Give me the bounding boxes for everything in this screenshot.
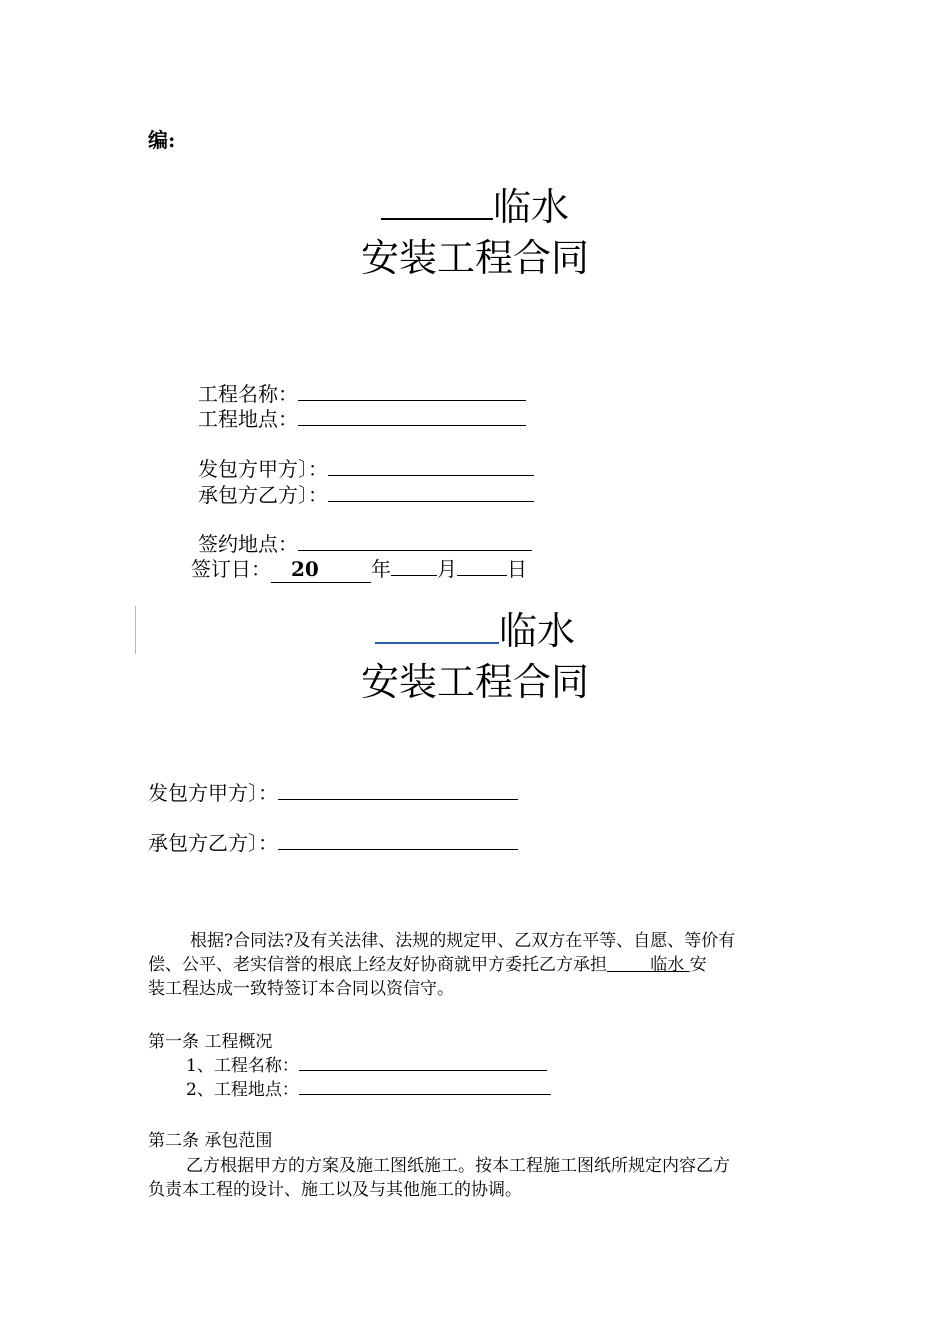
cover-project-site-row bbox=[198, 406, 526, 432]
article-1-heading: 第一条 工程概况 bbox=[148, 1032, 273, 1052]
contract-party-b-label: 承包方乙方〕： bbox=[148, 831, 278, 855]
cover-project-name-label: 工程名称： bbox=[198, 382, 298, 406]
cover-project-name-blank[interactable] bbox=[298, 382, 526, 401]
contract-party-b-row bbox=[148, 830, 518, 856]
article-1-item-2-label: 2、工程地点： bbox=[186, 1080, 299, 1100]
cover-title-line1 bbox=[0, 182, 950, 231]
intro-line-2 bbox=[148, 953, 707, 977]
cover-day-blank[interactable] bbox=[457, 557, 507, 576]
contract-party-a-label: 发包方甲方〕： bbox=[148, 781, 278, 805]
contract-title-suffix: 临水 bbox=[498, 609, 575, 654]
cover-party-b-blank[interactable] bbox=[328, 483, 534, 502]
article-1-item-2 bbox=[186, 1078, 551, 1102]
cover-project-site-blank[interactable] bbox=[298, 407, 526, 426]
intro-project-underlined[interactable]: 临水 bbox=[607, 955, 690, 975]
cover-month-blank[interactable] bbox=[391, 557, 437, 576]
cover-party-a-row bbox=[198, 456, 534, 482]
article-1-item-2-blank[interactable] bbox=[299, 1079, 551, 1095]
contract-title-line1 bbox=[0, 606, 950, 655]
cover-party-b-label: 承包方乙方〕： bbox=[198, 483, 328, 507]
article-1-item-1-blank[interactable] bbox=[299, 1055, 547, 1071]
cover-sign-place-label: 签约地点： bbox=[198, 532, 298, 556]
contract-party-a-blank[interactable] bbox=[278, 781, 518, 800]
cover-sign-place-blank[interactable] bbox=[298, 532, 532, 551]
intro-line-1: 根据?合同法?及有关法律、法规的规定甲、乙双方在平等、自愿、等价有 bbox=[190, 931, 736, 951]
intro-line-2-tail: 安 bbox=[689, 955, 707, 975]
article-1-item-1 bbox=[186, 1054, 547, 1078]
cover-year-field[interactable] bbox=[271, 556, 371, 583]
cover-year-prefix: 20 bbox=[291, 557, 319, 581]
cover-month-label: 月 bbox=[437, 557, 457, 581]
cover-sign-date-label: 签订日： bbox=[191, 557, 271, 581]
contract-title-blank[interactable] bbox=[375, 606, 499, 644]
cover-title-suffix: 临水 bbox=[492, 185, 569, 230]
cover-title-line2: 安装工程合同 bbox=[360, 236, 589, 280]
cover-party-a-label: 发包方甲方〕： bbox=[198, 457, 328, 481]
contract-party-b-blank[interactable] bbox=[278, 831, 518, 850]
intro-line-2-text: 偿、公平、老实信誉的根底上经友好协商就甲方委托乙方承担 bbox=[148, 955, 607, 975]
article-1-item-1-label: 1、工程名称： bbox=[186, 1056, 299, 1076]
contract-title-line2: 安装工程合同 bbox=[360, 660, 589, 704]
article-2-line-2: 负责本工程的设计、施工以及与其他施工的协调。 bbox=[148, 1180, 522, 1200]
cover-sign-date-row bbox=[191, 556, 527, 583]
article-2-heading: 第二条 承包范围 bbox=[148, 1131, 273, 1151]
article-2-line-1: 乙方根据甲方的方案及施工图纸施工。按本工程施工图纸所规定内容乙方 bbox=[186, 1156, 730, 1176]
intro-line-3: 装工程达成一致特签订本合同以资信守。 bbox=[148, 979, 454, 999]
cover-party-b-row bbox=[198, 482, 534, 508]
cover-title-blank[interactable] bbox=[381, 182, 493, 220]
cover-party-a-blank[interactable] bbox=[328, 457, 534, 476]
cover-sign-place-row bbox=[198, 531, 532, 557]
document-header-label: 编: bbox=[148, 128, 176, 152]
cover-day-label: 日 bbox=[507, 557, 527, 581]
contract-party-a-row bbox=[148, 780, 518, 806]
cover-project-name-row bbox=[198, 381, 526, 407]
cover-year-label: 年 bbox=[371, 557, 391, 581]
cover-project-site-label: 工程地点： bbox=[198, 407, 298, 431]
